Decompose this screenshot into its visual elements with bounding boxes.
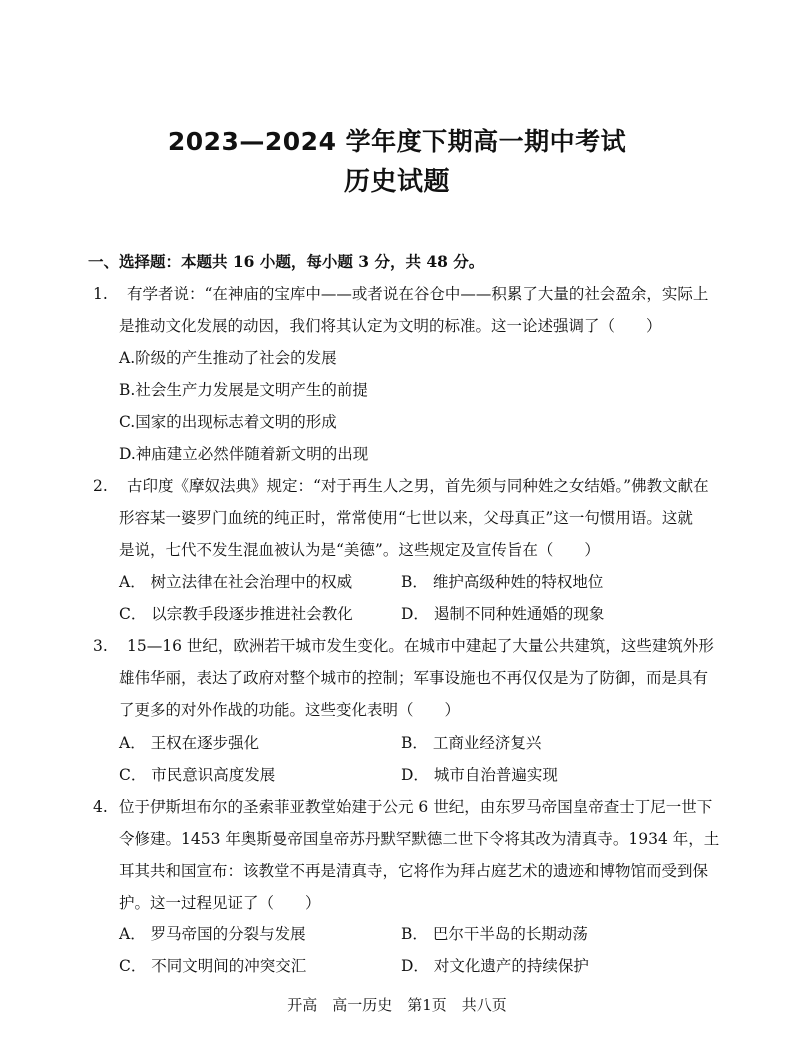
question-1-line-1 (93, 284, 708, 304)
question-text: 有学者说：“在神庙的宝库中——或者说在谷仓中——积累了大量的社会盈余，实际上 (127, 285, 709, 303)
question-2-line-1 (93, 476, 709, 496)
question-1-option-c: C.国家的出现标志着文明的形成 (119, 413, 337, 431)
question-2-option-d: D． 遏制不同种姓通婚的现象 (401, 605, 605, 623)
question-1-option-a: A.阶级的产生推动了社会的发展 (119, 349, 337, 367)
question-4-line-4: 护。这一过程见证了（ ） (119, 894, 321, 912)
question-2-option-c: C． 以宗教手段逐步推进社会教化 (119, 605, 353, 623)
question-3-line-3: 了更多的对外作战的功能。这些变化表明（ ） (119, 701, 461, 719)
question-4-option-c: C． 不同文明间的冲突交汇 (119, 957, 307, 975)
question-2-option-b: B． 维护高级种姓的特权地位 (401, 573, 604, 591)
question-4-line-1 (93, 797, 712, 817)
question-1-line-2: 是推动文化发展的动因，我们将其认定为文明的标准。这一论述强调了（ ） (119, 317, 662, 335)
section-heading: 一、选择题：本题共 16 小题，每小题 3 分，共 48 分。 (88, 252, 485, 271)
question-text: 15—16 世纪，欧洲若干城市发生变化。在城市中建起了大量公共建筑，这些建筑外形 (127, 637, 714, 655)
question-3-line-1 (93, 636, 714, 656)
question-text: 古印度《摩奴法典》规定：“对于再生人之男，首先须与同种姓之女结婚。”佛教文献在 (127, 477, 709, 495)
question-3-option-a: A． 王权在逐步强化 (119, 734, 260, 752)
question-1-option-b: B.社会生产力发展是文明产生的前提 (119, 381, 368, 399)
question-3-option-c: C． 市民意识高度发展 (119, 766, 276, 784)
exam-title: 2023—2024 学年度下期高一期中考试 (167, 127, 627, 156)
question-4-option-a: A． 罗马帝国的分裂与发展 (119, 925, 306, 943)
question-2-line-2: 形容某一婆罗门血统的纯正时，常常使用“七世以来，父母真正”这一句惯用语。这就 (119, 509, 693, 527)
question-number: 1. (93, 285, 108, 303)
question-4-line-3: 耳其共和国宣布：该教堂不再是清真寺，它将作为拜占庭艺术的遗迹和博物馆而受到保 (119, 862, 709, 880)
question-1-option-d: D.神庙建立必然伴随着新文明的出现 (119, 445, 369, 463)
exam-subtitle: 历史试题 (343, 167, 450, 197)
question-4-option-b: B． 巴尔干半岛的长期动荡 (401, 925, 588, 943)
question-number: 4. (93, 798, 108, 816)
question-4-line-2: 令修建。1453 年奥斯曼帝国皇帝苏丹默罕默德二世下令将其改为清真寺。1934 年，土 (119, 830, 720, 848)
page-footer: 开高 高一历史 第1页 共八页 (287, 996, 507, 1014)
question-2-line-3: 是说，七代不发生混血被认为是“美德”。这些规定及宣传旨在（ ） (119, 541, 600, 559)
question-number: 2. (93, 477, 108, 495)
question-text: 位于伊斯坦布尔的圣索菲亚教堂始建于公元 6 世纪，由东罗马帝国皇帝查士丁尼一世下 (119, 798, 713, 816)
question-3-line-2: 雄伟华丽，表达了政府对整个城市的控制；军事设施也不再仅仅是为了防御，而是具有 (119, 669, 709, 687)
question-number: 3. (93, 637, 108, 655)
question-3-option-d: D． 城市自治普遍实现 (401, 766, 558, 784)
question-4-option-d: D． 对文化遗产的持续保护 (401, 957, 589, 975)
question-3-option-b: B． 工商业经济复兴 (401, 734, 542, 752)
question-2-option-a: A． 树立法律在社会治理中的权威 (119, 573, 353, 591)
